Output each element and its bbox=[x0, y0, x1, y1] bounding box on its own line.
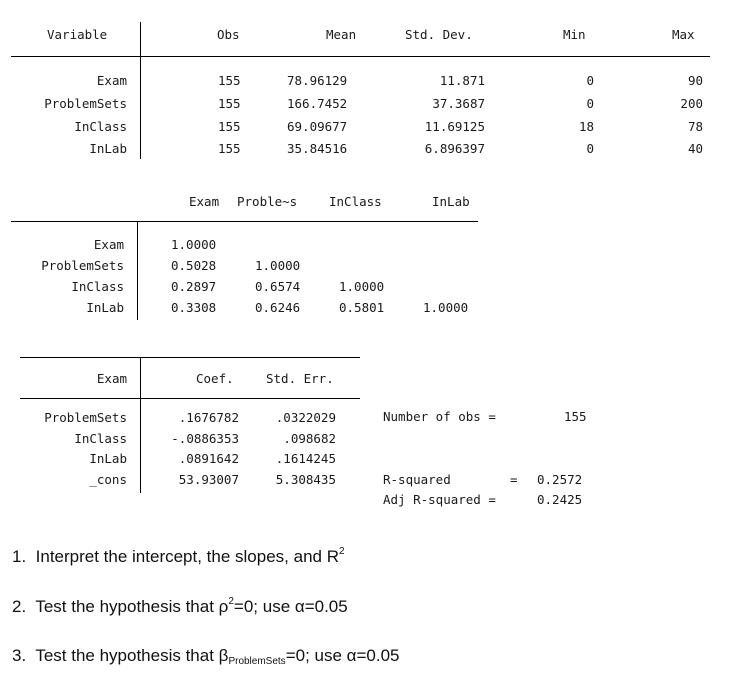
question-2 bbox=[12, 596, 348, 617]
corr-row-label: InLab bbox=[86, 300, 124, 315]
regression-header-stderr: Std. Err. bbox=[266, 371, 334, 386]
regression-rsq-value: 0.2572 bbox=[537, 472, 583, 487]
summary-cell-sd: 37.3687 bbox=[432, 96, 485, 111]
corr-header-exam: Exam bbox=[189, 194, 220, 209]
summary-row-label: InLab bbox=[89, 141, 127, 156]
corr-cell: 0.5028 bbox=[171, 258, 217, 273]
corr-header-divider-right bbox=[137, 221, 478, 222]
corr-row-label: ProblemSets bbox=[41, 258, 124, 273]
question-1 bbox=[12, 546, 345, 567]
summary-row-label: InClass bbox=[74, 119, 127, 134]
corr-cell: 0.3308 bbox=[171, 300, 217, 315]
regression-cell-coef: 53.93007 bbox=[178, 472, 239, 487]
corr-cell: 0.5801 bbox=[339, 300, 385, 315]
regression-header-divider-left bbox=[20, 398, 140, 399]
summary-cell-min: 0 bbox=[586, 141, 594, 156]
summary-cell-min: 0 bbox=[586, 96, 594, 111]
question-3 bbox=[12, 646, 400, 667]
summary-cell-max: 200 bbox=[680, 96, 703, 111]
corr-row-label: Exam bbox=[93, 237, 124, 252]
corr-cell: 1.0000 bbox=[255, 258, 301, 273]
summary-cell-mean: 35.84516 bbox=[287, 141, 348, 156]
regression-adj-rsq-label: Adj R-squared = bbox=[383, 492, 496, 507]
regression-row-label: InLab bbox=[89, 451, 127, 466]
summary-cell-min: 0 bbox=[586, 73, 594, 88]
regression-rsq-equals: = bbox=[510, 472, 518, 487]
regression-cell-stderr: 5.308435 bbox=[275, 472, 336, 487]
corr-cell: 1.0000 bbox=[171, 237, 217, 252]
corr-cell: 1.0000 bbox=[339, 279, 385, 294]
question-1-number: 1. bbox=[12, 547, 27, 566]
regression-header-coef: Coef. bbox=[196, 371, 234, 386]
summary-header-stddev: Std. Dev. bbox=[405, 27, 473, 42]
summary-row-label: ProblemSets bbox=[44, 96, 127, 111]
question-2-number: 2. bbox=[12, 597, 27, 616]
corr-header-inclass: InClass bbox=[329, 194, 382, 209]
regression-cell-coef: .1676782 bbox=[178, 410, 239, 425]
regression-nobs-label: Number of obs = bbox=[383, 409, 496, 424]
regression-header-divider-right bbox=[140, 398, 360, 399]
summary-cell-max: 78 bbox=[687, 119, 703, 134]
summary-cell-obs: 155 bbox=[218, 96, 241, 111]
question-3-number: 3. bbox=[12, 646, 27, 665]
regression-cell-stderr: .098682 bbox=[283, 431, 336, 446]
corr-row-label: InClass bbox=[71, 279, 124, 294]
summary-header-max: Max bbox=[672, 27, 695, 42]
summary-cell-obs: 155 bbox=[218, 73, 241, 88]
summary-cell-obs: 155 bbox=[218, 141, 241, 156]
summary-cell-max: 40 bbox=[687, 141, 703, 156]
question-2-text-end: =0; use α=0.05 bbox=[233, 597, 348, 616]
summary-header-min: Min bbox=[563, 27, 586, 42]
corr-header-problemsets: Proble~s bbox=[237, 194, 298, 209]
corr-cell: 1.0000 bbox=[423, 300, 469, 315]
corr-cell: 0.2897 bbox=[171, 279, 217, 294]
regression-top-rule bbox=[20, 357, 360, 358]
regression-cell-stderr: .0322029 bbox=[275, 410, 336, 425]
question-3-subscript: ProblemSets bbox=[228, 656, 286, 667]
summary-vertical-divider bbox=[140, 22, 141, 159]
corr-cell: 0.6246 bbox=[255, 300, 301, 315]
regression-cell-coef: .0891642 bbox=[178, 451, 239, 466]
regression-row-label: ProblemSets bbox=[44, 410, 127, 425]
summary-cell-max: 90 bbox=[687, 73, 703, 88]
question-2-superscript: 2 bbox=[228, 596, 234, 607]
regression-rsq-label: R-squared bbox=[383, 472, 451, 487]
summary-cell-mean: 69.09677 bbox=[287, 119, 348, 134]
question-3-text-end: =0; use α=0.05 bbox=[285, 646, 400, 665]
corr-cell: 0.6574 bbox=[255, 279, 301, 294]
regression-adj-rsq-value: 0.2425 bbox=[537, 492, 583, 507]
regression-dependent-var: Exam bbox=[96, 371, 127, 386]
question-3-text: Test the hypothesis that β bbox=[35, 646, 229, 665]
regression-nobs-value: 155 bbox=[564, 409, 587, 424]
summary-header-obs: Obs bbox=[217, 27, 240, 42]
summary-cell-sd: 11.69125 bbox=[424, 119, 485, 134]
summary-cell-mean: 166.7452 bbox=[287, 96, 348, 111]
summary-cell-obs: 155 bbox=[218, 119, 241, 134]
regression-vertical-divider bbox=[140, 357, 141, 493]
regression-row-label: _cons bbox=[89, 472, 127, 487]
summary-cell-min: 18 bbox=[578, 119, 594, 134]
summary-cell-sd: 6.896397 bbox=[424, 141, 485, 156]
question-1-text: Interpret the intercept, the slopes, and R bbox=[35, 547, 339, 566]
regression-cell-coef: -.0886353 bbox=[171, 431, 239, 446]
summary-header-divider-left bbox=[11, 56, 140, 57]
regression-row-label: InClass bbox=[74, 431, 127, 446]
corr-vertical-divider bbox=[137, 221, 138, 320]
question-2-text: Test the hypothesis that ρ bbox=[35, 597, 229, 616]
summary-row-label: Exam bbox=[96, 73, 127, 88]
summary-header-mean: Mean bbox=[326, 27, 357, 42]
summary-header-divider-right bbox=[140, 56, 710, 57]
regression-cell-stderr: .1614245 bbox=[275, 451, 336, 466]
summary-cell-sd: 11.871 bbox=[439, 73, 485, 88]
summary-header-variable: Variable bbox=[47, 27, 108, 42]
corr-header-divider-left bbox=[11, 221, 137, 222]
question-1-superscript: 2 bbox=[338, 546, 345, 557]
corr-header-inlab: InLab bbox=[432, 194, 470, 209]
summary-cell-mean: 78.96129 bbox=[287, 73, 348, 88]
